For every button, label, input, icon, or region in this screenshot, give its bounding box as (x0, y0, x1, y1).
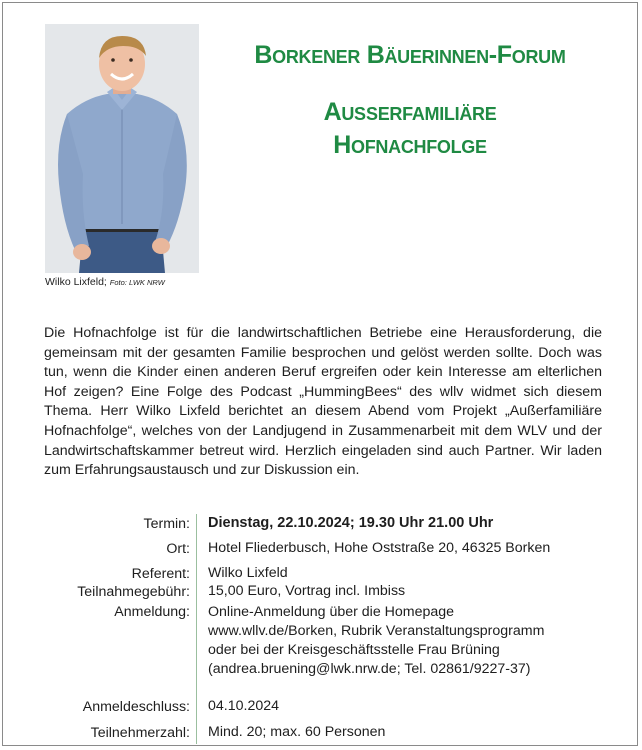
anmeldung-line1: Online-Anmeldung über die Homepage (208, 604, 455, 620)
referent-label: Referent: (131, 566, 190, 582)
anmeldung-label: Anmeldung: (114, 604, 190, 620)
event-title-line1: Außerfamiliäre (323, 98, 497, 126)
event-title-line2: Hofnachfolge (333, 131, 487, 159)
event-details (0, 514, 642, 744)
anmeldung-line2: www.wllv.de/Borken, Rubrik Veranstaltungsprogramm (208, 623, 545, 639)
event-description: Die Hofnachfolge ist für die landwirtschaftlichen Betriebe eine Herausforderung, die gemeinsam mit der gesamten Familie besprochen und gelöst werden sollte. Doch was tun, wenn die Kinder einen anderen Beruf ergreifen oder kein Interesse am elterlichen Hof zeigen? Eine Folge des Podcast „HummingBees“ des wllv widmet sich diesem Thema. Herr Wilko Lixfeld berichtet an diesem Abend vom Projekt „Außerfamiliäre Hofnachfolge“, welches von der Landjugend in Zusammenarbeit mit dem WLV und der Landwirtschaftskammer betreut wird. Herzlich eingeladen sind auch Partner. Wir laden zum Erfahrungsaustausch und zur Diskussion ein. (44, 325, 602, 479)
referent-value: Wilko Lixfeld (208, 565, 288, 581)
ort-label: Ort: (166, 541, 190, 557)
teilnehmerzahl-value: Mind. 20; max. 60 Personen (208, 724, 386, 740)
details-divider (196, 514, 197, 744)
ort-value: Hotel Fliederbusch, Hohe Oststraße 20, 46325 Borken (208, 540, 551, 556)
caption-name: Wilko Lixfeld; (45, 276, 107, 288)
speaker-photo (45, 24, 199, 273)
anmeldeschluss-label: Anmeldeschluss: (82, 699, 190, 715)
anmeldung-line3: oder bei der Kreisgeschäftsstelle Frau Brüning (208, 642, 500, 658)
anmeldung-line4: (andrea.bruening@lwk.nrw.de; Tel. 02861/9227-37) (208, 661, 531, 677)
gebuehr-value: 15,00 Euro, Vortrag incl. Imbiss (208, 583, 406, 599)
termin-value: Dienstag, 22.10.2024; 19.30 Uhr 21.00 Uhr (208, 515, 494, 531)
photo-caption (45, 276, 225, 288)
event-series-title: Borkener Bäuerinnen-Forum (254, 41, 566, 69)
anmeldeschluss-value: 04.10.2024 (208, 698, 280, 714)
teilnehmerzahl-label: Teilnehmerzahl: (90, 725, 190, 741)
termin-label: Termin: (143, 516, 190, 532)
caption-credit: Foto: LWK NRW (109, 278, 165, 287)
gebuehr-label: Teilnahmegebühr: (77, 584, 190, 600)
